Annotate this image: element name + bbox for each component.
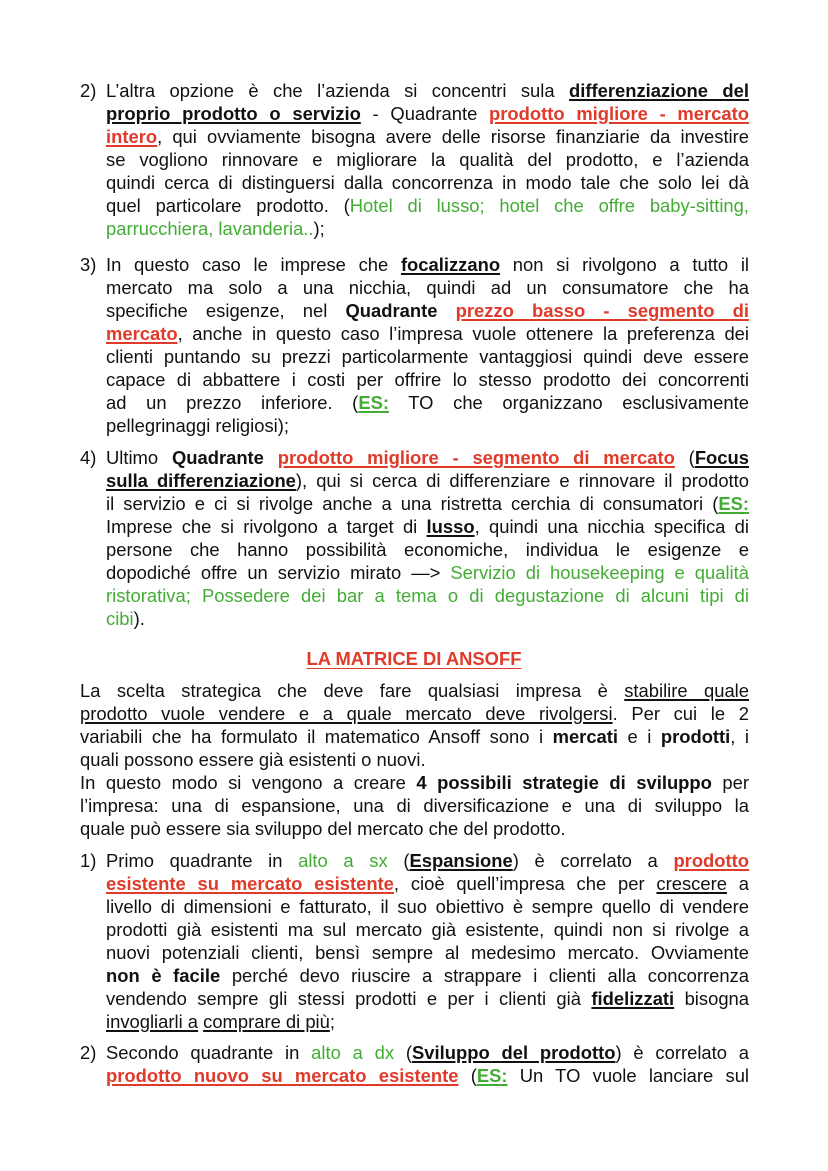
text-line: La scelta strategica che deve fare qualsiasi impresa è stabilire quale [80, 680, 749, 701]
text-line: parrucchiera, lavanderia..); [106, 218, 325, 239]
text-line: clienti puntando su prezzi particolarmente vantaggiosi quindi deve essere [106, 346, 749, 367]
text-line: specifiche esigenze, nel Quadrante prezzo basso - segmento di [106, 300, 749, 321]
text-line: il servizio e ci si rivolge anche a una ristretta cerchia di consumatori (ES: [106, 493, 749, 514]
text-line: sulla differenziazione), qui si cerca di differenziare e rinnovare il prodotto [106, 470, 749, 491]
section-title: LA MATRICE DI ANSOFF [306, 648, 522, 669]
text-line: ristorativa; Possedere dei bar a tema o di degustazione di alcuni tipi di [106, 585, 749, 606]
item-number: 2) [80, 80, 97, 101]
text-line: mercato, anche in questo caso l’impresa vuole ottenere la preferenza dei [106, 323, 749, 344]
text-line: capace di abbattere i costi per offrire lo stesso prodotto dei concorrenti [106, 369, 749, 390]
text-line: l’impresa: una di espansione, una di diversificazione e una di sviluppo la [80, 795, 749, 816]
text-line: Imprese che si rivolgono a target di lusso, quindi una nicchia specifica di [106, 516, 749, 537]
text-line: non è facile perché devo riuscire a strappare i clienti alla concorrenza [106, 965, 749, 986]
text-line: quale può essere sia sviluppo del mercato che del prodotto. [80, 818, 566, 839]
text-line: invogliarli a comprare di più; [106, 1011, 335, 1032]
text-line: quindi cerca di distinguersi dalla concorrenza in modo tale che solo lei dà [106, 172, 749, 193]
text-line: persone che hanno possibilità economiche, individua le esigenze e [106, 539, 749, 560]
text-line: Ultimo Quadrante prodotto migliore - segmento di mercato (Focus [106, 447, 749, 468]
text-line: pellegrinaggi religiosi); [106, 415, 289, 436]
text-line: prodotto vuole vendere e a quale mercato deve rivolgersi. Per cui le 2 [80, 703, 749, 724]
text-line: prodotti già esistenti ma sul mercato già esistente, quindi non si rivolge a [106, 919, 749, 940]
item-number: 1) [80, 850, 97, 871]
text-line: quel particolare prodotto. (Hotel di lusso; hotel che offre baby-sitting, [106, 195, 749, 216]
text-line: vendendo sempre gli stessi prodotti e per i clienti già fidelizzati bisogna [106, 988, 749, 1009]
text-line: intero, qui ovviamente bisogna avere delle risorse finanziarie da investire [106, 126, 749, 147]
text-line: Secondo quadrante in alto a dx (Sviluppo del prodotto) è correlato a [106, 1042, 750, 1063]
text-line: esistente su mercato esistente, cioè quell’impresa che per crescere a [106, 873, 749, 894]
text-line: cibi). [106, 608, 145, 629]
text-line: proprio prodotto o servizio - Quadrante prodotto migliore - mercato [106, 103, 749, 124]
text-line: L’altra opzione è che l’azienda si concentri sula differenziazione del [106, 80, 750, 101]
text-line: prodotto nuovo su mercato esistente (ES: Un TO vuole lanciare sul [106, 1065, 750, 1086]
text-line: ad un prezzo inferiore. (ES: TO che organizzano esclusivamente [106, 392, 749, 413]
text-line: livello di dimensioni e fatturato, il suo obiettivo è sempre quello di vendere [106, 896, 749, 917]
text-line: mercato ma solo a una nicchia, quindi ad un consumatore che ha [106, 277, 749, 298]
text-line: quali possono essere già esistenti o nuovi. [80, 749, 426, 770]
text-line: nuovi potenziali clienti, bensì sempre al medesimo mercato. Ovviamente [106, 942, 749, 963]
text-line: variabili che ha formulato il matematico Ansoff sono i mercati e i prodotti, i [80, 726, 749, 747]
item-number: 3) [80, 254, 97, 275]
text-line: In questo modo si vengono a creare 4 possibili strategie di sviluppo per [80, 772, 749, 793]
text-line: In questo caso le imprese che focalizzano non si rivolgono a tutto il [106, 254, 750, 275]
text-line: se vogliono rinnovare e migliorare la qualità del prodotto, e l’azienda [106, 149, 749, 170]
item-number: 4) [80, 447, 97, 468]
text-line: Primo quadrante in alto a sx (Espansione) è correlato a prodotto [106, 850, 750, 871]
text-line: dopodiché offre un servizio mirato —> Servizio di housekeeping e qualità [106, 562, 749, 583]
item-number: 2) [80, 1042, 97, 1063]
